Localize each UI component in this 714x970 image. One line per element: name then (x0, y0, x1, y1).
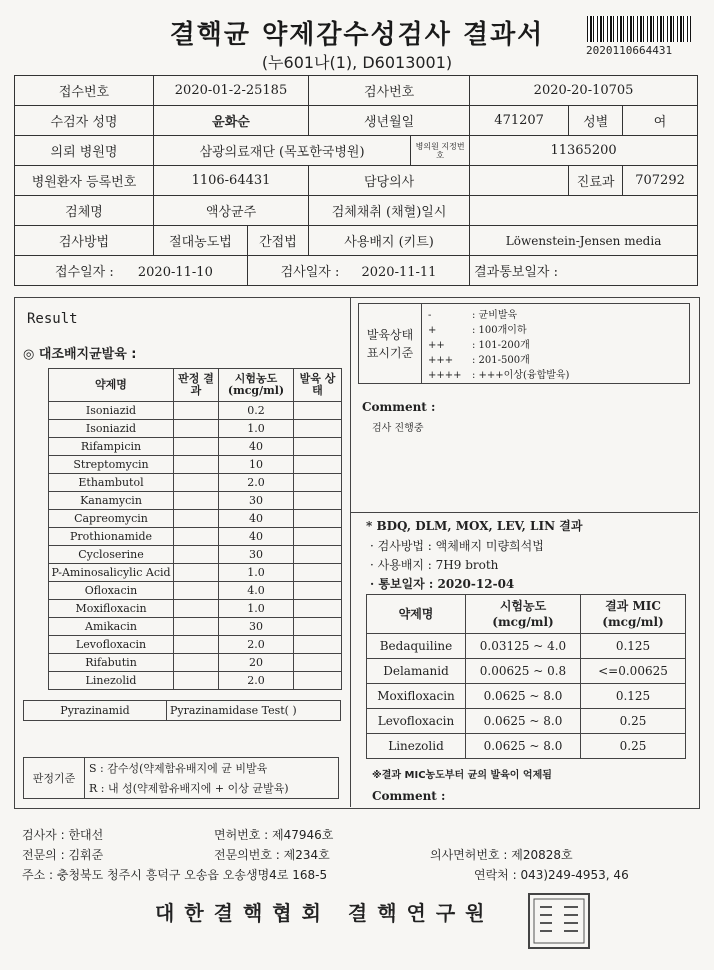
test-date: 2020-11-11 (361, 265, 437, 280)
test-date-label: 검사일자 : (280, 265, 340, 280)
drug-judgment (174, 564, 219, 582)
drug-judgment (174, 456, 219, 474)
legend-symbol: - (428, 310, 432, 321)
legend-items (422, 304, 690, 384)
mic-method: · 검사방법 : 액체배지 미량희석법 (370, 539, 544, 553)
table-row (49, 510, 342, 528)
drug-name: Ethambutol (49, 474, 174, 492)
barcode (587, 16, 691, 42)
recv-date-label: 접수일자 : (55, 265, 114, 280)
drug-name: Linezolid (49, 672, 174, 690)
mic-range: 0.03125 ~ 4.0 (466, 634, 581, 659)
drug-concentration: 1.0 (219, 420, 294, 438)
legend-item (428, 306, 683, 321)
criteria-s: S : 감수성(약제함유배지에 균 비발육 (85, 758, 339, 779)
doctor (470, 166, 569, 196)
drug-judgment (174, 618, 219, 636)
divider (350, 297, 351, 807)
drug-growth (294, 672, 342, 690)
drug-concentration: 1.0 (219, 564, 294, 582)
report-date-label: 결과통보일자 : (474, 265, 558, 280)
examiner: 검사자 : 한대선 (22, 828, 104, 842)
document-subtitle: (누601나(1), D6013001) (261, 53, 453, 72)
hospital: 삼광의료재단 (목포한국병원) (154, 136, 411, 166)
comment-label: Comment : (362, 400, 436, 414)
legend-symbol: + (428, 325, 437, 336)
mic-range: 0.0625 ~ 8.0 (466, 684, 581, 709)
mic-title: * BDQ, DLM, MOX, LEV, LIN 결과 (366, 519, 583, 533)
section-divider (351, 512, 698, 513)
document-title: 결핵균 약제감수성검사 결과서 (169, 20, 545, 50)
drug-judgment (174, 528, 219, 546)
reg-no: 1106-64431 (154, 166, 309, 196)
sex-label: 성별 (569, 106, 623, 136)
growth-legend-table (358, 303, 690, 384)
drug-name: Kanamycin (49, 492, 174, 510)
drug-growth (294, 420, 342, 438)
col-concentration: 시험농도 (mcg/ml) (219, 369, 294, 402)
test-date-cell (247, 256, 469, 286)
mic-range: 0.0625 ~ 8.0 (466, 709, 581, 734)
drug-name: P-Aminosalicylic Acid (49, 564, 174, 582)
drug-judgment (174, 636, 219, 654)
mic-mic: <=0.00625 (581, 659, 686, 684)
drug-judgment (174, 654, 219, 672)
table-row (367, 734, 686, 759)
drug-concentration: 1.0 (219, 600, 294, 618)
drug-name: Levofloxacin (49, 636, 174, 654)
legend-item (428, 351, 683, 366)
contact: 연락처 : 043)249-4953, 46 (474, 868, 629, 882)
patient-info-table (14, 75, 698, 286)
drug-concentration: 40 (219, 510, 294, 528)
report-date-cell (470, 256, 698, 286)
specialist-license: 전문의번호 : 제234호 (214, 848, 330, 862)
criteria-r: R : 내 성(약제함유배지에 + 이상 균발육) (85, 778, 339, 799)
drug-name: Capreomycin (49, 510, 174, 528)
specimen-label: 검체명 (15, 196, 154, 226)
mic-range: 0.00625 ~ 0.8 (466, 659, 581, 684)
hospital-code-label: 병의원 지정번호 (411, 136, 470, 166)
control-growth-label: ◎ 대조배지균발육 : (23, 347, 137, 362)
drug-judgment (174, 582, 219, 600)
mic-drug: Moxifloxacin (367, 684, 466, 709)
mic-mic: 0.125 (581, 684, 686, 709)
drug-judgment (174, 672, 219, 690)
table-row (367, 709, 686, 734)
hospital-label: 의뢰 병원명 (15, 136, 154, 166)
drug-concentration: 20 (219, 654, 294, 672)
address: 주소 : 충청북도 청주시 흥덕구 오송읍 오송생명4로 168-5 (22, 868, 328, 882)
specialist: 전문의 : 김휘준 (22, 848, 104, 862)
drug-concentration: 10 (219, 456, 294, 474)
mic-mic: 0.25 (581, 709, 686, 734)
legend-symbol: ++ (428, 340, 445, 351)
table-row (367, 634, 686, 659)
drug-concentration: 30 (219, 618, 294, 636)
drug-growth (294, 402, 342, 420)
dept: 707292 (623, 166, 698, 196)
col-drug: 약제명 (49, 369, 174, 402)
table-row (49, 654, 342, 672)
drug-growth (294, 618, 342, 636)
drug-name: Cycloserine (49, 546, 174, 564)
drug-judgment (174, 438, 219, 456)
receipt-no-label: 접수번호 (15, 76, 154, 106)
drug-judgment (174, 420, 219, 438)
collect-label: 검체채취 (채혈)일시 (309, 196, 470, 226)
drug-name: Prothionamide (49, 528, 174, 546)
pza-test: Pyrazinamidase Test( ) (167, 701, 341, 721)
drug-judgment (174, 402, 219, 420)
table-row (49, 636, 342, 654)
table-row (367, 659, 686, 684)
result-title: Result (27, 311, 78, 327)
drug-name: Moxifloxacin (49, 600, 174, 618)
dept-label: 진료과 (569, 166, 623, 196)
mic-mic: 0.25 (581, 734, 686, 759)
legend-symbol: ++++ (428, 370, 462, 381)
reg-no-label: 병원환자 등록번호 (15, 166, 154, 196)
table-row (49, 420, 342, 438)
drug-growth (294, 654, 342, 672)
method-1: 절대농도법 (154, 226, 248, 256)
mic-medium: · 사용배지 : 7H9 broth (370, 558, 499, 572)
drug-concentration: 40 (219, 528, 294, 546)
table-row (49, 600, 342, 618)
legend-item (428, 321, 683, 336)
method-2: 간접법 (247, 226, 308, 256)
drug-growth (294, 474, 342, 492)
recv-date: 2020-11-10 (137, 265, 213, 280)
table-row (49, 528, 342, 546)
drug-judgment (174, 546, 219, 564)
drug-growth (294, 636, 342, 654)
test-no: 2020-20-10705 (470, 76, 698, 106)
table-row (367, 684, 686, 709)
table-row (49, 672, 342, 690)
birth-label: 생년월일 (309, 106, 470, 136)
criteria-table (23, 757, 339, 799)
table-row (49, 582, 342, 600)
drug-concentration: 0.2 (219, 402, 294, 420)
patient-name: 윤화순 (154, 106, 309, 136)
test-no-label: 검사번호 (309, 76, 470, 106)
method-label: 검사방법 (15, 226, 154, 256)
col-judgment: 판정 결과 (174, 369, 219, 402)
drug-growth (294, 492, 342, 510)
legend-label: 발육상태 표시기준 (359, 304, 422, 384)
examiner-license: 면허번호 : 제47946호 (214, 828, 334, 842)
mic-report: · 통보일자 : 2020-12-04 (370, 577, 515, 591)
table-row (49, 492, 342, 510)
drug-growth (294, 600, 342, 618)
drug-concentration: 4.0 (219, 582, 294, 600)
drug-judgment (174, 492, 219, 510)
medium: Löwenstein-Jensen media (470, 226, 698, 256)
drug-judgment (174, 510, 219, 528)
mic-col-drug: 약제명 (367, 595, 466, 634)
table-row (49, 456, 342, 474)
drug-concentration: 2.0 (219, 636, 294, 654)
table-row (49, 618, 342, 636)
drug-growth (294, 456, 342, 474)
table-row (49, 564, 342, 582)
specimen: 액상균주 (154, 196, 309, 226)
drug-concentration: 2.0 (219, 474, 294, 492)
mic-note: ※결과 MIC농도부터 균의 발육이 억제됨 (372, 770, 552, 781)
table-row (49, 546, 342, 564)
barcode-number: 2020110664431 (586, 44, 673, 57)
drug-growth (294, 582, 342, 600)
collect (470, 196, 698, 226)
doctor-license: 의사면허번호 : 제20828호 (430, 848, 573, 862)
hospital-code: 11365200 (470, 136, 698, 166)
legend-item (428, 366, 683, 381)
legend-symbol: +++ (428, 355, 454, 366)
legend-desc: : 100개이하 (472, 325, 527, 336)
legend-desc: : +++이상(융합발육) (472, 370, 570, 381)
mic-mic: 0.125 (581, 634, 686, 659)
drug-growth (294, 438, 342, 456)
drug-name: Isoniazid (49, 420, 174, 438)
table-row (49, 402, 342, 420)
drug-name: Ofloxacin (49, 582, 174, 600)
medium-label: 사용배지 (키트) (309, 226, 470, 256)
doctor-label: 담당의사 (309, 166, 470, 196)
drug-susceptibility-table (48, 368, 342, 690)
mic-drug: Linezolid (367, 734, 466, 759)
pza-table (23, 700, 341, 721)
drug-name: Streptomycin (49, 456, 174, 474)
mic-table (366, 594, 686, 759)
drug-judgment (174, 474, 219, 492)
mic-drug: Bedaquiline (367, 634, 466, 659)
drug-name: Amikacin (49, 618, 174, 636)
criteria-label: 판정기준 (24, 758, 85, 799)
drug-concentration: 2.0 (219, 672, 294, 690)
mic-drug: Levofloxacin (367, 709, 466, 734)
drug-name: Rifabutin (49, 654, 174, 672)
drug-judgment (174, 600, 219, 618)
legend-desc: : 균비발육 (472, 310, 518, 321)
mic-range: 0.0625 ~ 8.0 (466, 734, 581, 759)
drug-name: Rifampicin (49, 438, 174, 456)
receipt-no: 2020-01-2-25185 (154, 76, 309, 106)
comment-text: 검사 진행중 (372, 423, 424, 434)
drug-concentration: 40 (219, 438, 294, 456)
mic-drug: Delamanid (367, 659, 466, 684)
col-growth: 발육 상태 (294, 369, 342, 402)
organization-name: 대한결핵협회 결핵연구원 (155, 901, 495, 925)
drug-concentration: 30 (219, 546, 294, 564)
drug-growth (294, 546, 342, 564)
legend-desc: : 101-200개 (472, 340, 530, 351)
drug-concentration: 30 (219, 492, 294, 510)
official-seal (528, 893, 590, 949)
drug-growth (294, 528, 342, 546)
sex: 여 (623, 106, 698, 136)
mic-col-range: 시험농도 (mcg/ml) (466, 595, 581, 634)
legend-item (428, 336, 683, 351)
table-row (49, 438, 342, 456)
mic-comment: Comment : (372, 789, 446, 803)
drug-name: Isoniazid (49, 402, 174, 420)
recv-date-cell (15, 256, 248, 286)
birth: 471207 (470, 106, 569, 136)
drug-growth (294, 564, 342, 582)
mic-col-result: 결과 MIC (mcg/ml) (581, 595, 686, 634)
table-row (49, 474, 342, 492)
legend-desc: : 201-500개 (472, 355, 530, 366)
drug-growth (294, 510, 342, 528)
pza-drug: Pyrazinamid (24, 701, 167, 721)
patient-name-label: 수검자 성명 (15, 106, 154, 136)
